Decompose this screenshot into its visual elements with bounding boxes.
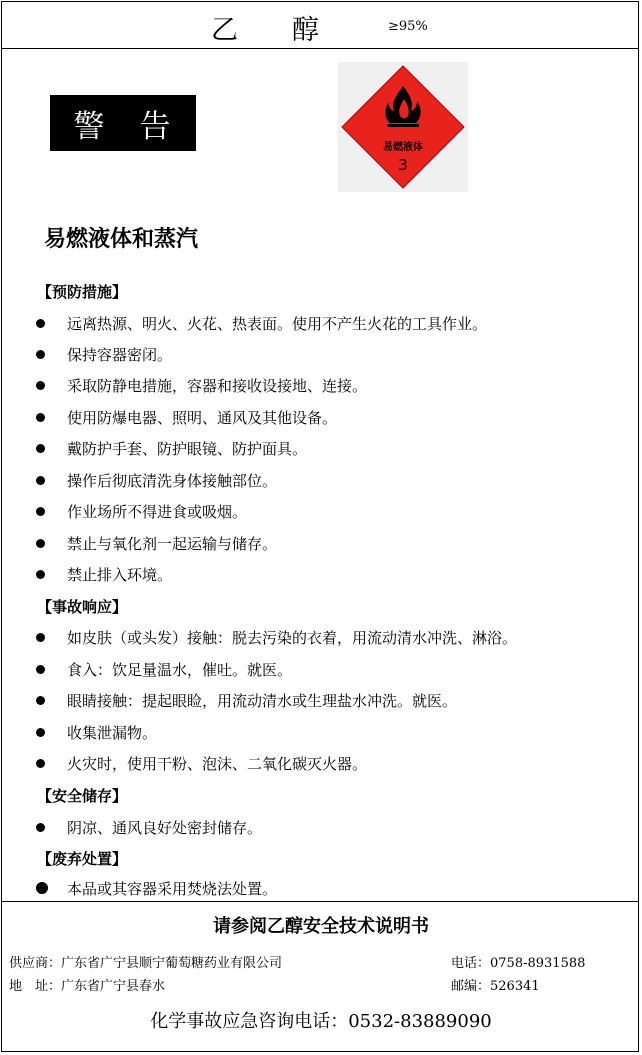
list-item: 食入：饮足量温水，催吐。就医。 [36,659,292,680]
phone-value: 0758-8931588 [490,956,586,971]
hazard-statement: 易燃液体和蒸汽 [44,227,199,252]
list-item: 禁止排入环境。 [36,564,172,585]
list-item: 远离热源、明火、火花、热表面。使用不产生火花的工具作业。 [36,313,487,334]
supplier-line: 供应商：广东省广宁县顺宁葡萄糖药业有限公司 [9,956,283,971]
list-item: 眼睛接触：提起眼睑，用流动清水或生理盐水冲洗。就医。 [36,690,457,711]
list-item: 操作后彻底清洗身体接触部位。 [36,470,277,491]
list-item: 作业场所不得进食或吸烟。 [36,501,247,522]
purity-value: ≥95% [388,19,428,34]
bullet-icon [36,759,45,768]
emergency-phone: 化学事故应急咨询电话：0532-83889090 [150,1011,492,1032]
bullet-icon [36,507,45,516]
address-line: 地 址：广东省广宁县春水 [9,979,166,994]
bullet-icon [36,882,48,894]
section-disposal-heading: 【废弃处置】 [37,850,128,868]
bullet-icon [36,823,45,832]
section-prevention-heading: 【预防措施】 [37,283,128,301]
bullet-icon [36,570,45,579]
list-item: 火灾时，使用干粉、泡沫、二氧化碳灭火器。 [36,753,367,774]
list-item: 阴凉、通风良好处密封储存。 [36,817,262,838]
bullet-icon [36,476,45,485]
bullet-icon [36,413,45,422]
bullet-icon [36,444,45,453]
pictogram-class-number: 3 [398,156,408,174]
ghs-flammable-pictogram [338,62,468,192]
product-title: 乙 醇 [211,15,319,46]
list-item: 如皮肤（或头发）接触：脱去污染的衣着，用流动清水冲洗、淋浴。 [36,627,517,648]
signal-word: 警 告 [73,108,173,145]
address-value: 广东省广宁县春水 [61,979,166,994]
bullet-icon [36,633,45,642]
bullet-icon [36,381,45,390]
bullet-icon [36,350,45,359]
bullet-icon [36,539,45,548]
list-item: 戴防护手套、防护眼镜、防护面具。 [36,438,307,459]
list-item: 本品或其容器采用焚烧法处置。 [36,878,277,899]
section-storage-heading: 【安全储存】 [37,787,128,805]
bullet-icon [36,696,45,705]
list-item: 禁止与氧化剂一起运输与储存。 [36,533,277,554]
phone-line: 电话：0758-8931588 [451,956,586,971]
bullet-icon [36,665,45,674]
list-item: 使用防爆电器、照明、通风及其他设备。 [36,407,337,428]
list-item: 保持容器密闭。 [36,344,172,365]
footer-divider [1,901,639,902]
section-response-heading: 【事故响应】 [37,598,128,616]
bullet-icon [36,319,45,328]
list-item: 收集泄漏物。 [36,722,157,743]
header-divider [1,48,639,49]
supplier-name: 广东省广宁县顺宁葡萄糖药业有限公司 [61,956,283,971]
postcode-value: 526341 [490,979,540,994]
bullet-icon [36,728,45,737]
postcode-line: 邮编：526341 [451,979,540,994]
pictogram-label: 易燃液体 [383,142,423,153]
sds-reference: 请参阅乙醇安全技术说明书 [213,916,429,937]
signal-word-box [50,95,196,151]
list-item: 采取防静电措施，容器和接收设接地、连接。 [36,375,367,396]
